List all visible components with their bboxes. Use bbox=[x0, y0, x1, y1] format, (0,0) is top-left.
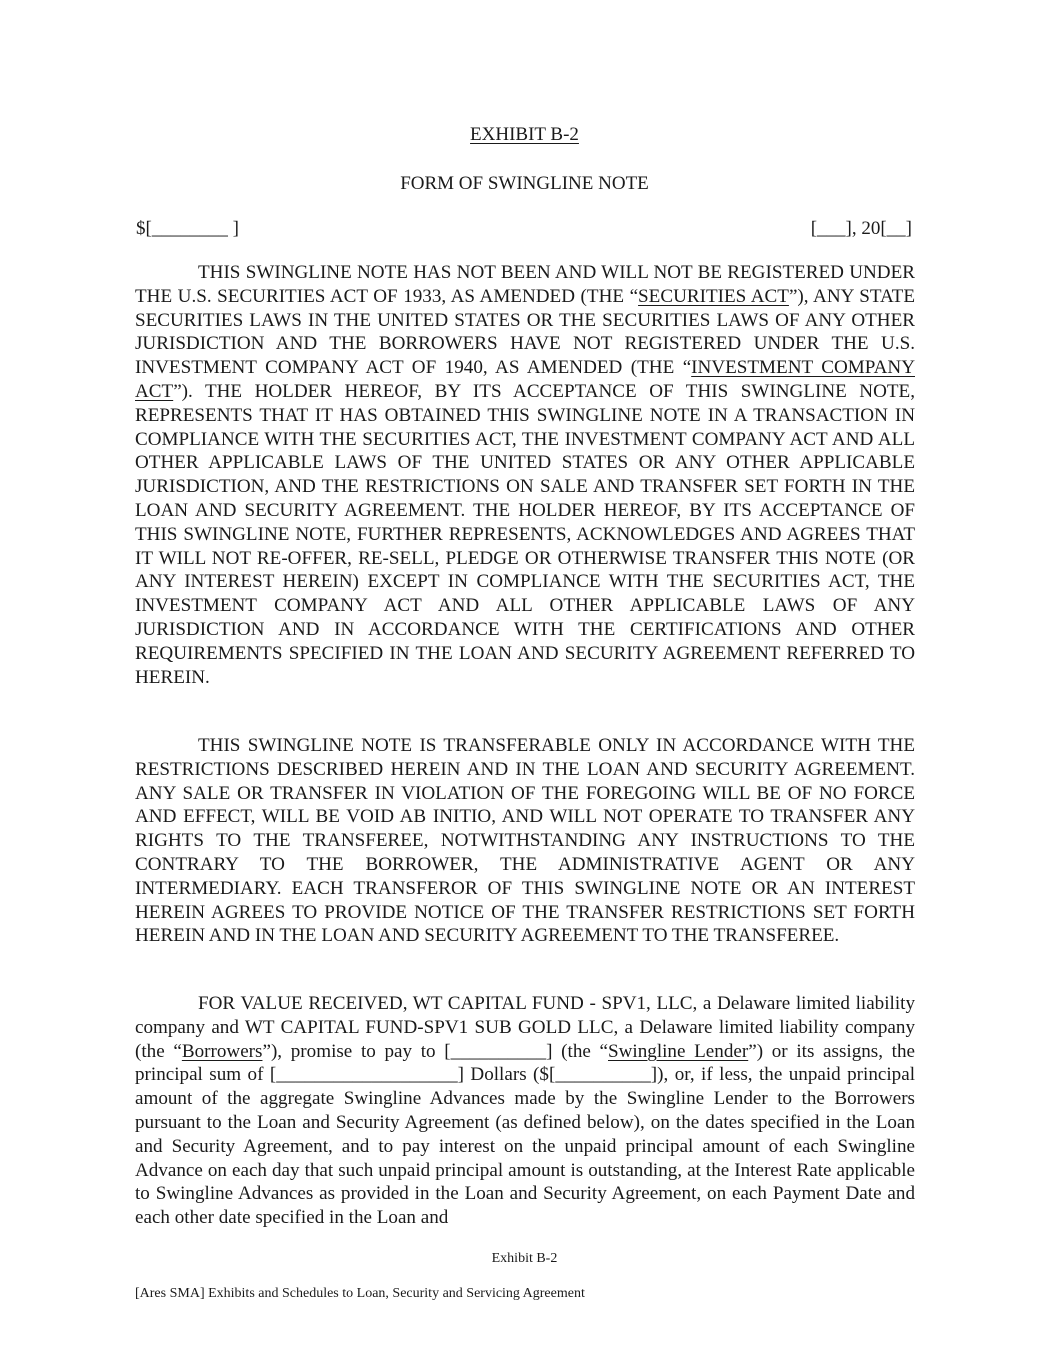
form-title: FORM OF SWINGLINE NOTE bbox=[400, 173, 649, 194]
paragraph-text: FOR VALUE RECEIVED, WT CAPITAL FUND - SPV1, LLC, a Delaware limited liability company and WT CAPITAL FUND-SPV1 SUB GOLD LLC, a Delaware limited liability company (the “ bbox=[135, 993, 915, 1062]
note-date-placeholder: [___], 20[__] bbox=[810, 218, 912, 239]
paragraph-text: ”). THE HOLDER HEREOF, BY ITS ACCEPTANCE OF THIS SWINGLINE NOTE, REPRESENTS THAT IT HAS OBTAINED THIS SWINGLINE NOTE IN A TRANSACTION IN COMPLIANCE WITH THE SECURITIES ACT, THE INVESTMENT COMPANY ACT AND ALL OTHER APPLICABLE LAWS OF THE UNITED STATES OR ANY OTHER APPLICABLE JURISDICTION, AND THE RESTRICTIONS ON SALE AND TRANSFER SET FORTH IN THE LOAN AND SECURITY AGREEMENT. THE HOLDER HEREOF, BY ITS ACCEPTANCE OF THIS SWINGLINE NOTE, FURTHER REPRESENTS, ACKNOWLEDGES AND AGREES THAT IT WILL NOT RE-OFFER, RE-SELL, PLEDGE OR OTHERWISE TRANSFER THIS NOTE (OR ANY INTEREST HEREIN) EXCEPT IN COMPLIANCE WITH THE SECURITIES ACT, THE INVESTMENT COMPANY ACT AND ALL OTHER APPLICABLE LAWS OF ANY JURISDICTION AND IN ACCORDANCE WITH THE CERTIFICATIONS AND OTHER REQUIREMENTS SPECIFIED IN THE LOAN AND SECURITY AGREEMENT REFERRED TO HEREIN. bbox=[135, 380, 915, 688]
paragraph-text: ”), ANY STATE SECURITIES LAWS IN THE UNITED STATES OR THE SECURITIES LAWS OF ANY OTHER JURISDICTION AND THE BORROWERS HAVE NOT REGISTERED UNDER THE U.S. INVESTMENT COMPANY ACT OF 1940, AS AMENDED (THE “ bbox=[135, 285, 915, 379]
defined-term-borrowers: Borrowers bbox=[181, 1040, 263, 1062]
promise-to-pay-paragraph bbox=[135, 992, 915, 1230]
defined-term-swingline-lender: Swingline Lender bbox=[608, 1040, 749, 1062]
paragraph-text: ”), promise to pay to [__________] (the “ bbox=[262, 1040, 609, 1062]
transfer-restrictions-paragraph: THIS SWINGLINE NOTE IS TRANSFERABLE ONLY IN ACCORDANCE WITH THE RESTRICTIONS DESCRIBED HEREIN AND IN THE LOAN AND SECURITY AGREEMENT. ANY SALE OR TRANSFER IN VIOLATION OF THE FOREGOING WILL BE OF NO FORCE AND EFFECT, WILL BE VOID AB INITIO, AND WILL NOT OPERATE TO TRANSFER ANY RIGHTS TO THE TRANSFEREE, NOTWITHSTANDING ANY INSTRUCTIONS TO THE CONTRARY TO THE BORROWER, THE ADMINISTRATIVE AGENT OR ANY INTERMEDIARY. EACH TRANSFEROR OF THIS SWINGLINE NOTE OR AN INTEREST HEREIN AGREES TO PROVIDE NOTICE OF THE TRANSFER RESTRICTIONS SET FORTH HEREIN AND IN THE LOAN AND SECURITY AGREEMENT TO THE TRANSFEREE. bbox=[135, 735, 915, 947]
note-amount-placeholder: $[________ ] bbox=[136, 218, 239, 239]
defined-term-investment-company-act: INVESTMENT COMPANY ACT bbox=[135, 357, 915, 402]
paragraph-text: ”) or its assigns, the principal sum of [___________________] Dollars ($[__________]), or, if less, the unpaid principal amount of the aggregate Swingline Advances made by the Swingline Lender to the Borrowers pursuant to the Loan and Security Agreement (as defined below), on the dates specified in the Loan and Security Agreement, and to pay interest on the unpaid principal amount of each Swingline Advance on each day that such unpaid principal amount is outstanding, at the Interest Rate applicable to Swingline Advances as provided in the Loan and Security Agreement, on each Payment Date and each other date specified in the Loan and bbox=[135, 1040, 916, 1229]
securities-legend-paragraph bbox=[135, 261, 915, 689]
page-footer-label: Exhibit B-2 bbox=[491, 1251, 558, 1266]
defined-term-securities-act: SECURITIES ACT bbox=[638, 285, 789, 307]
exhibit-title: EXHIBIT B-2 bbox=[470, 124, 579, 145]
document-footer: [Ares SMA] Exhibits and Schedules to Loan, Security and Servicing Agreement bbox=[135, 1286, 585, 1301]
paragraph-text: THIS SWINGLINE NOTE HAS NOT BEEN AND WILL NOT BE REGISTERED UNDER THE U.S. SECURITIES ACT OF 1933, AS AMENDED (THE “ bbox=[135, 262, 915, 307]
